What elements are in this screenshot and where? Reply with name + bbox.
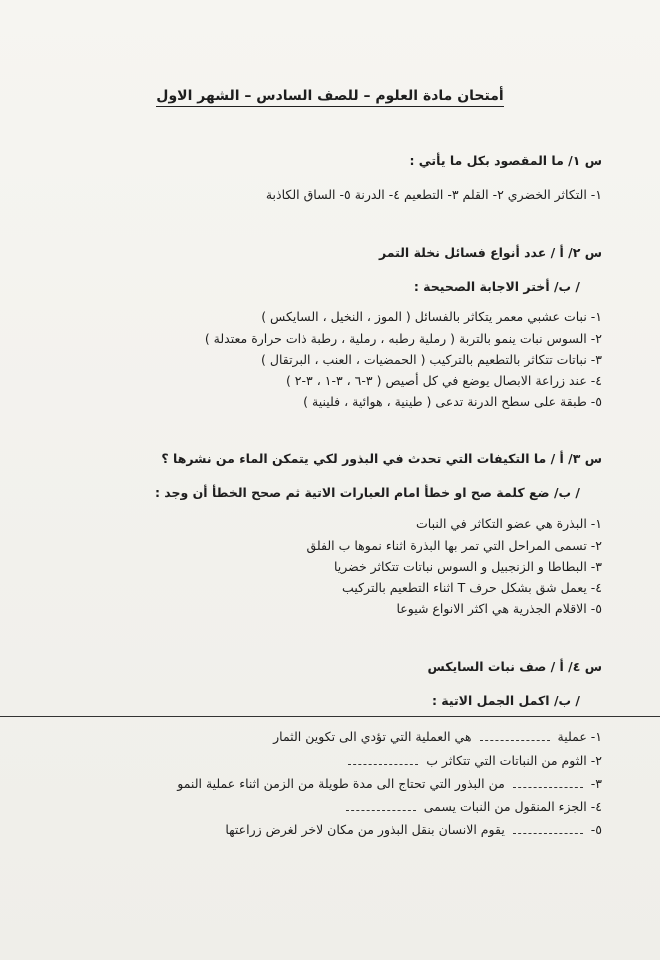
q1-items: ١- التكاثر الخضري ٢- القلم ٣- التطعيم ٤- الدرنة ٥- الساق الكاذبة [265,187,602,202]
q2-item-3: ٣- نباتات تتكاثر بالتطعيم بالتركيب ( الحمضيات ، العنب ، البرتقال ) [261,352,602,367]
q4-item-1-before: ١- عملية [557,729,602,744]
q2-header: س ٢/ أ / عدد أنواع فسائل نخلة التمر [378,245,602,260]
q4-item-5 [225,821,602,839]
q4-item-3-after: من البذور التي تحتاج الى مدة طويلة من الزمن اثناء عملية النمو [177,776,505,791]
q4-sub-b: / ب/ اكمل الجمل الاتية : [431,693,580,708]
q2-item-1: ١- نبات عشبي معمر يتكاثر بالفسائل ( الموز ، النخيل ، السايكس ) [261,309,602,324]
fill-blank [346,800,416,811]
separator-line [0,716,660,717]
q4-item-1 [273,728,602,746]
q2-item-2: ٢- السوس نبات ينمو بالتربة ( رملية رطبه ، رملية ، رطبة ذات حرارة معتدلة ) [204,331,602,346]
q3-item-2: ٢- تسمى المراحل التي تمر بها البذرة اثناء نموها ب الفلق [306,538,602,553]
fill-blank [513,777,583,788]
q3-item-5: ٥- الاقلام الجذرية هي اكثر الانواع شيوعا [396,601,602,616]
q4-header: س ٤/ أ / صف نبات السايكس [427,659,602,674]
q2-item-5: ٥- طبقة على سطح الدرنة تدعى ( طينية ، هوائية ، فلينية ) [303,394,602,409]
fill-blank [348,754,418,765]
q1-header: س ١/ ما المقصود بكل ما يأتي : [409,153,602,168]
q3-item-3: ٣- البطاطا و الزنجبيل و السوس نباتات تتكاثر خضريا [333,559,602,574]
q2-sub-b: / ب/ أختر الاجابة الصحيحة : [413,279,580,294]
fill-blank [480,730,550,741]
q3-header: س ٣/ أ / ما التكيفات التي تحدث في البذور لكي يتمكن الماء من نشرها ؟ [161,451,602,466]
exam-title [0,88,660,104]
q4-item-2 [344,752,602,770]
q4-item-3 [177,775,602,793]
q4-item-4-before: ٤- الجزء المنقول من النبات يسمى [423,799,602,814]
fill-blank [513,823,583,834]
q3-item-4: ٤- يعمل شق بشكل حرف T اثناء التطعيم بالتركيب [342,580,602,595]
q2-item-4: ٤- عند زراعة الابصال يوضع في كل أصيص ( ٣-٦ ، ٣-١ ، ٣-٢ ) [285,373,602,388]
q4-item-2-before: ٢- الثوم من النباتات التي تتكاثر ب [426,753,602,768]
q3-sub-b: / ب/ ضع كلمة صح او خطأ امام العبارات الاتية ثم صحح الخطأ أن وجد : [154,485,580,500]
q3-item-1: ١- البذرة هي عضو التكاثر في النبات [416,516,602,531]
q4-item-5-before: ٥- [590,822,602,837]
q4-item-5-after: يقوم الانسان بنقل البذور من مكان لاخر لغرض زراعتها [225,822,505,837]
exam-title-text: أمتحان مادة العلوم – للصف السادس – الشهر الاول [156,88,503,107]
q4-item-1-after: هي العملية التي تؤدي الى تكوين الثمار [273,729,472,744]
q4-item-3-before: ٣- [590,776,602,791]
q4-item-4 [342,798,602,816]
